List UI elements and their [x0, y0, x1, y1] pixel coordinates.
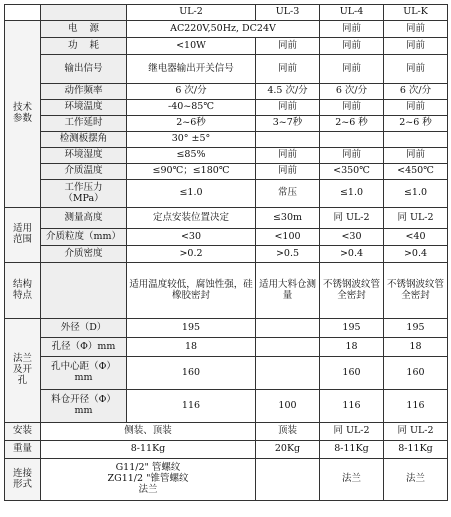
table-cell — [320, 132, 384, 148]
param-label: 工作延时 — [41, 116, 127, 132]
table-cell: 同前 — [256, 148, 320, 164]
param-label: 动作频率 — [41, 84, 127, 100]
table-cell: <40 — [384, 229, 448, 246]
table-row — [5, 148, 448, 164]
table-row — [5, 459, 448, 501]
table-cell: 20Kg — [256, 441, 320, 459]
param-label: 介质粒度（mm） — [41, 229, 127, 246]
param-label: 孔径（Φ）mm — [41, 338, 127, 357]
table-row — [5, 55, 448, 84]
table-cell: 同 UL-2 — [320, 423, 384, 441]
table-cell: 160 — [127, 357, 256, 390]
table-cell: 同 UL-2 — [384, 208, 448, 229]
table-cell: AC220V,50Hz, DC24V — [127, 21, 320, 38]
header-row — [5, 5, 448, 21]
table-cell: 18 — [384, 338, 448, 357]
table-cell: 同前 — [320, 21, 384, 38]
table-cell: 常压 — [256, 180, 320, 208]
table-row — [5, 21, 448, 38]
category-installation: 安装 — [5, 423, 41, 441]
table-cell: >0.4 — [320, 246, 384, 263]
category-flange-opening: 法兰 及开 孔 — [5, 319, 41, 423]
table-cell: <30 — [127, 229, 256, 246]
table-cell: 195 — [384, 319, 448, 338]
table-row — [5, 116, 448, 132]
table-cell: <450℃ — [384, 164, 448, 180]
table-cell: 同前 — [256, 100, 320, 116]
column-header-ul3: UL-3 — [256, 5, 320, 21]
table-cell: 法兰 — [384, 459, 448, 501]
table-cell: 同前 — [384, 55, 448, 84]
table-row — [5, 357, 448, 390]
table-cell: 116 — [384, 390, 448, 423]
table-cell: 同前 — [320, 148, 384, 164]
table-row — [5, 100, 448, 116]
table-cell: 同前 — [256, 55, 320, 84]
param-label: 外径（D） — [41, 319, 127, 338]
corner-cell — [5, 5, 41, 21]
table-cell: 116 — [127, 390, 256, 423]
table-cell: 8-11Kg — [384, 441, 448, 459]
table-cell: 2~6 秒 — [384, 116, 448, 132]
spec-table — [4, 4, 448, 501]
table-cell: <10W — [127, 38, 256, 55]
param-label: 测量高度 — [41, 208, 127, 229]
category-connection: 连接 形式 — [5, 459, 41, 501]
category-application-range: 适用 范围 — [5, 208, 41, 263]
table-cell: 侧装、顶装 — [41, 423, 256, 441]
column-header-ul4: UL-4 — [320, 5, 384, 21]
category-structure-features: 结构 特点 — [5, 263, 41, 319]
table-row — [5, 390, 448, 423]
table-cell — [256, 132, 320, 148]
table-cell: ≤90℃；≤180℃ — [127, 164, 256, 180]
table-cell — [384, 132, 448, 148]
table-cell: 100 — [256, 390, 320, 423]
table-cell: >0.2 — [127, 246, 256, 263]
table-cell: 18 — [127, 338, 256, 357]
table-cell: 195 — [320, 319, 384, 338]
spec-sheet — [4, 4, 447, 513]
table-cell: 同前 — [320, 55, 384, 84]
param-label: 电 源 — [41, 21, 127, 38]
table-cell: 6 次/分 — [320, 84, 384, 100]
param-label: 功 耗 — [41, 38, 127, 55]
table-cell: ≤1.0 — [320, 180, 384, 208]
table-row — [5, 229, 448, 246]
table-cell: 同前 — [384, 38, 448, 55]
category-tech-params: 技术 参数 — [5, 21, 41, 208]
category-weight: 重量 — [5, 441, 41, 459]
table-cell — [256, 357, 320, 390]
table-cell: 18 — [320, 338, 384, 357]
table-row — [5, 84, 448, 100]
table-cell: ≤1.0 — [127, 180, 256, 208]
column-header-ulk: UL-K — [384, 5, 448, 21]
table-cell: 160 — [320, 357, 384, 390]
param-label: 输出信号 — [41, 55, 127, 84]
table-cell: -40~85℃ — [127, 100, 256, 116]
table-row — [5, 338, 448, 357]
table-cell: 顶装 — [256, 423, 320, 441]
table-cell: 116 — [320, 390, 384, 423]
table-cell: 2~6 秒 — [320, 116, 384, 132]
table-cell: ≤85% — [127, 148, 256, 164]
column-header-ul2: UL-2 — [127, 5, 256, 21]
table-cell — [256, 319, 320, 338]
table-cell: 6 次/分 — [384, 84, 448, 100]
param-label — [41, 263, 127, 319]
table-cell: 不锈钢波纹管全密封 — [320, 263, 384, 319]
table-cell: 同前 — [256, 38, 320, 55]
table-cell: 适用大料仓测量 — [256, 263, 320, 319]
table-cell: 同前 — [384, 100, 448, 116]
param-label: 检测板摆角 — [41, 132, 127, 148]
table-cell: 同 UL-2 — [320, 208, 384, 229]
corner-cell — [41, 5, 127, 21]
table-cell: 不锈钢波纹管全密封 — [384, 263, 448, 319]
table-cell: 195 — [127, 319, 256, 338]
table-cell: >0.4 — [384, 246, 448, 263]
param-label: 孔中心距（Φ） mm — [41, 357, 127, 390]
param-label: 料仓开径（Φ） mm — [41, 390, 127, 423]
table-cell — [256, 459, 320, 501]
table-row — [5, 423, 448, 441]
table-cell: G11/2" 管螺纹 ZG11/2 "锥管螺纹 法兰 — [41, 459, 256, 501]
table-row — [5, 164, 448, 180]
table-row — [5, 132, 448, 148]
table-cell: 适用温度较低，腐蚀性强，硅橡胶密封 — [127, 263, 256, 319]
param-label: 环境湿度 — [41, 148, 127, 164]
table-cell: 定点安装位置决定 — [127, 208, 256, 229]
param-label: 介质密度 — [41, 246, 127, 263]
table-cell: 同前 — [320, 38, 384, 55]
table-cell — [256, 338, 320, 357]
table-cell: 6 次/分 — [127, 84, 256, 100]
table-cell: 继电器输出开关信号 — [127, 55, 256, 84]
table-row — [5, 38, 448, 55]
table-cell: 同前 — [384, 148, 448, 164]
table-cell: 同前 — [320, 100, 384, 116]
table-row — [5, 263, 448, 319]
table-cell: 8-11Kg — [320, 441, 384, 459]
table-cell: <100 — [256, 229, 320, 246]
table-cell: <30 — [320, 229, 384, 246]
param-label: 环境温度 — [41, 100, 127, 116]
table-cell: ≤30m — [256, 208, 320, 229]
table-row — [5, 319, 448, 338]
table-cell: <350℃ — [320, 164, 384, 180]
table-cell: 同前 — [256, 164, 320, 180]
table-row — [5, 208, 448, 229]
table-cell: 2~6秒 — [127, 116, 256, 132]
table-cell: 同前 — [384, 21, 448, 38]
table-cell: 同 UL-2 — [384, 423, 448, 441]
table-cell: ≤1.0 — [384, 180, 448, 208]
table-cell: 30° ±5° — [127, 132, 256, 148]
table-row — [5, 441, 448, 459]
table-cell: 法兰 — [320, 459, 384, 501]
param-label: 工作压力 （MPa） — [41, 180, 127, 208]
table-cell: 4.5 次/分 — [256, 84, 320, 100]
table-cell: >0.5 — [256, 246, 320, 263]
table-cell: 160 — [384, 357, 448, 390]
param-label: 介质温度 — [41, 164, 127, 180]
table-row — [5, 246, 448, 263]
table-row — [5, 180, 448, 208]
table-cell: 8-11Kg — [41, 441, 256, 459]
table-cell: 3~7秒 — [256, 116, 320, 132]
